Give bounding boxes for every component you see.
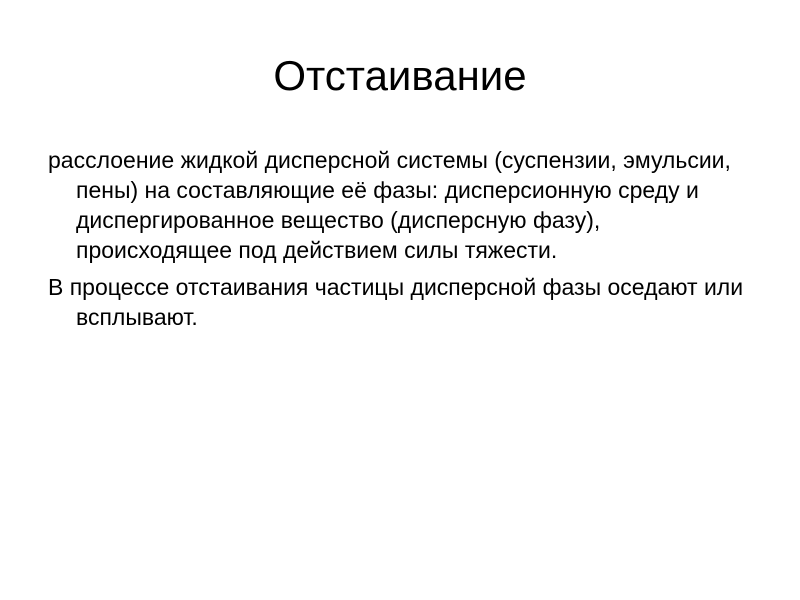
slide-body — [48, 145, 748, 339]
slide-title: Отстаивание — [273, 52, 527, 99]
process-paragraph: В процессе отстаивания частицы дисперсной фазы оседают или всплывают. — [48, 274, 744, 330]
definition-paragraph: расслоение жидкой дисперсной системы (суспензии, эмульсии, пены) на составляющие её фазы: дисперсионную среду и диспергированное вещество (дисперсную фазу), происходящее под действием силы тяжести. — [48, 147, 731, 263]
